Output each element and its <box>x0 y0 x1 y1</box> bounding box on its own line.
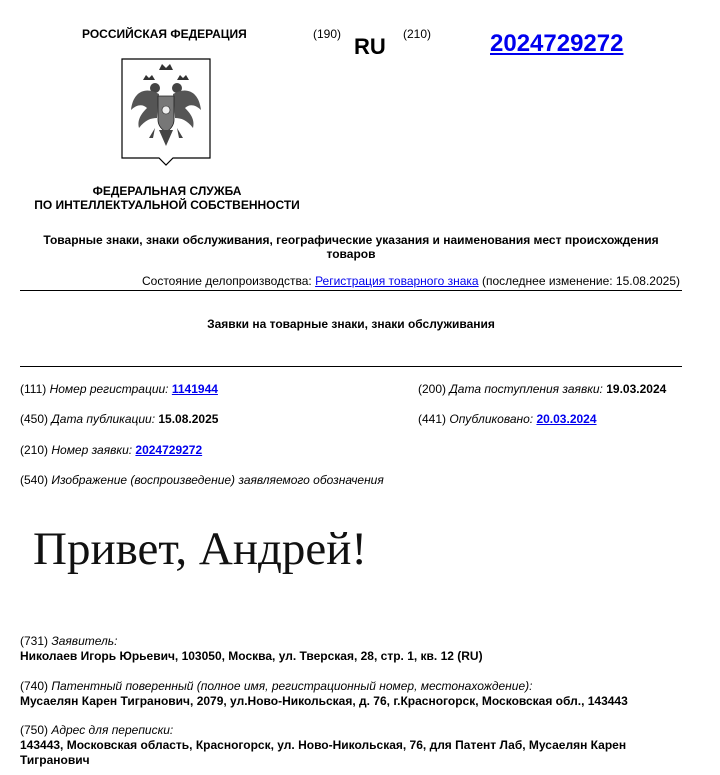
mark-image-field <box>20 473 384 487</box>
divider-top <box>20 290 682 291</box>
receipt-date-value: 19.03.2024 <box>606 382 667 396</box>
status-link[interactable]: Регистрация товарного знака <box>315 274 479 288</box>
field-code: (540) <box>20 473 52 487</box>
field-code: (210) <box>20 443 52 457</box>
status-label: Состояние делопроизводства: <box>141 274 316 288</box>
country-name: РОССИЙСКАЯ ФЕДЕРАЦИЯ <box>82 27 247 41</box>
publication-date-value: 15.08.2025 <box>158 412 219 426</box>
agency-line-2: ПО ИНТЕЛЛЕКТУАЛЬНОЙ СОБСТВЕННОСТИ <box>34 198 300 212</box>
correspondence-label: Адрес для переписки: <box>51 723 174 737</box>
trademark-image: Привет, Андрей! <box>33 523 368 575</box>
field-code: (740) <box>20 679 52 693</box>
document-number-link[interactable]: 2024729272 <box>490 30 624 57</box>
applicant-value: Николаев Игорь Юрьевич, 103050, Москва, ул. Тверская, 28, стр. 1, кв. 12 (RU) <box>20 649 483 663</box>
field-label: Опубликовано: <box>449 412 537 426</box>
field-code: (731) <box>20 634 52 648</box>
receipt-date-field <box>418 382 666 396</box>
divider-section <box>20 366 682 367</box>
code-190: (190) <box>313 27 342 41</box>
field-label: Номер регистрации: <box>49 382 172 396</box>
code-210: (210) <box>403 27 432 41</box>
registration-number-field <box>20 382 218 396</box>
field-label: Дата поступления заявки: <box>449 382 607 396</box>
registration-number-link[interactable]: 1141944 <box>171 382 218 396</box>
agency-name <box>28 184 306 212</box>
correspondence-value: 143443, Московская область, Красногорск, ул. Ново-Никольская, 76, для Патент Лаб, Мусаелян Карен Тигранович <box>20 738 627 767</box>
applicant-block <box>20 634 670 664</box>
field-code: (200) <box>418 382 450 396</box>
attorney-block <box>20 679 670 709</box>
application-number-link[interactable]: 2024729272 <box>135 443 203 457</box>
agency-line-1: ФЕДЕРАЛЬНАЯ СЛУЖБА <box>92 184 242 198</box>
field-code: (450) <box>20 412 52 426</box>
attorney-label: Патентный поверенный (полное имя, регистрационный номер, местонахождение): <box>51 679 533 693</box>
published-date-link[interactable]: 20.03.2024 <box>536 412 597 426</box>
application-number-field <box>20 443 202 457</box>
attorney-value: Мусаелян Карен Тигранович, 2079, ул.Ново-Никольская, д. 76, г.Красногорск, Московская обл., 143443 <box>20 694 628 708</box>
field-code: (111) <box>20 382 50 396</box>
document-category: Товарные знаки, знаки обслуживания, географические указания и наименования мест происхождения товаров <box>43 233 659 261</box>
field-label: Дата публикации: <box>51 412 159 426</box>
field-code: (750) <box>20 723 52 737</box>
publication-date-field <box>20 412 218 426</box>
published-field <box>418 412 597 426</box>
field-code: (441) <box>418 412 450 426</box>
correspondence-block <box>20 723 670 768</box>
country-code: RU <box>354 34 386 59</box>
coat-of-arms-emblem <box>121 58 211 166</box>
status-last-change: (последнее изменение: 15.08.2025) <box>478 274 680 288</box>
proceedings-status <box>20 274 680 288</box>
field-label: Номер заявки: <box>51 443 136 457</box>
section-title: Заявки на товарные знаки, знаки обслуживания <box>207 317 495 331</box>
field-label: Изображение (воспроизведение) заявляемого обозначения <box>51 473 384 487</box>
applicant-label: Заявитель: <box>51 634 118 648</box>
